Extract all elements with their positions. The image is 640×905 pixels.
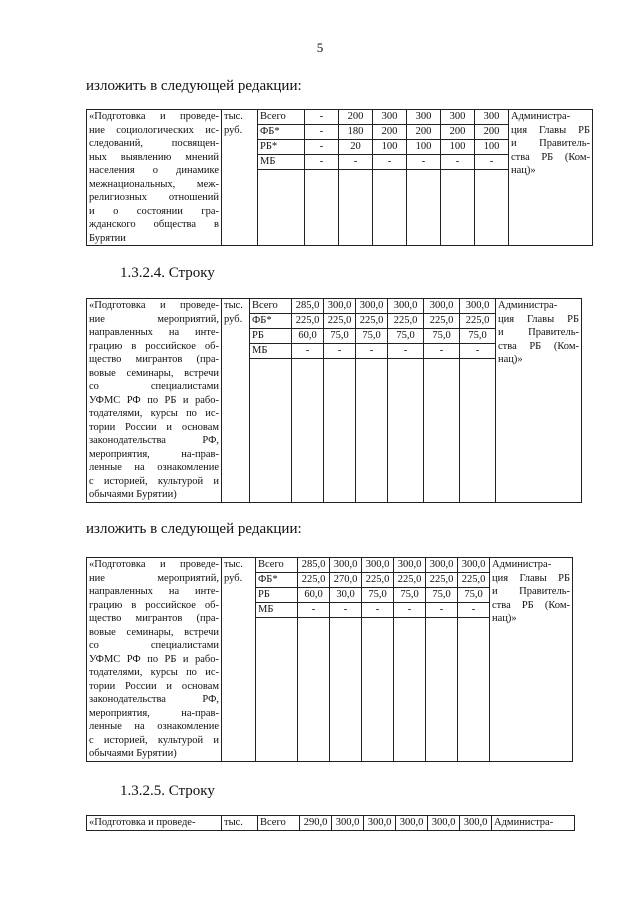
unit-cell — [222, 110, 258, 246]
value-cell: 300,0 — [426, 558, 458, 573]
value-cell: 300,0 — [356, 299, 388, 314]
desc-line: вовые семинары, встречи — [89, 626, 219, 638]
value-cell: 75,0 — [324, 329, 356, 344]
desc-line: ние мероприятий, — [89, 313, 219, 325]
amendment-heading-2: изложить в следующей редакции: — [86, 521, 302, 537]
value-cell: - — [305, 110, 339, 125]
program-table-1 — [86, 109, 593, 246]
source-line: и Правитель- — [492, 586, 570, 597]
desc-line: законодательства РФ, — [89, 435, 219, 446]
empty-cell — [324, 359, 356, 503]
value-cell: - — [424, 344, 460, 359]
value-cell: 75,0 — [426, 588, 458, 603]
value-cell: - — [324, 344, 356, 359]
value-cell: 300,0 — [396, 816, 428, 831]
desc-line: жданского общества в — [89, 219, 219, 230]
desc-line: с историей, культурой и — [89, 734, 219, 746]
empty-cell — [394, 618, 426, 762]
table-row — [87, 816, 575, 831]
value-cell: 225,0 — [356, 314, 388, 329]
empty-cell — [258, 170, 305, 246]
table-row — [87, 558, 573, 573]
desc-line: тодателями, курсы по ис- — [89, 667, 219, 678]
source-line: и Правитель- — [498, 327, 579, 338]
desc-line: законодательства РФ, — [89, 694, 219, 705]
value-cell: 300,0 — [424, 299, 460, 314]
desc-line: обычаями Бурятии) — [89, 748, 177, 759]
value-cell: 225,0 — [460, 314, 496, 329]
value-cell: 300,0 — [460, 816, 492, 831]
value-cell: - — [292, 344, 324, 359]
value-cell: 285,0 — [292, 299, 324, 314]
empty-cell — [424, 359, 460, 503]
value-cell: - — [407, 155, 441, 170]
source-line: ция Главы РБ — [498, 313, 579, 325]
desc-line: со специалистами — [89, 640, 219, 651]
funding-source-label: ФБ* — [256, 573, 298, 588]
empty-cell — [388, 359, 424, 503]
value-cell: 225,0 — [426, 573, 458, 588]
empty-cell — [458, 618, 490, 762]
page-number: 5 — [316, 40, 324, 55]
empty-cell — [441, 170, 475, 246]
empty-cell — [460, 359, 496, 503]
program-table-4 — [86, 815, 575, 831]
empty-cell — [292, 359, 324, 503]
value-cell: - — [298, 603, 330, 618]
source-line: ства РБ (Ком- — [498, 340, 579, 352]
value-cell: - — [475, 155, 509, 170]
value-cell: 300,0 — [394, 558, 426, 573]
value-cell: 300,0 — [458, 558, 490, 573]
desc-line: грацию в российское об- — [89, 340, 219, 352]
empty-cell — [305, 170, 339, 246]
funding-source-label: МБ — [258, 155, 305, 170]
value-cell: 225,0 — [362, 573, 394, 588]
desc-line: направленных на инте- — [89, 327, 219, 338]
desc-line: тории России и основам — [89, 421, 219, 433]
desc-line: «Подготовка и проведе- — [89, 817, 196, 828]
source-line: ства РБ (Ком- — [492, 599, 570, 611]
desc-line: «Подготовка и проведе- — [89, 111, 219, 122]
value-cell: 100 — [441, 140, 475, 155]
value-cell: 225,0 — [324, 314, 356, 329]
desc-line: УФМС РФ по РБ и рабо- — [89, 653, 219, 665]
value-cell: 270,0 — [330, 573, 362, 588]
value-cell: - — [458, 603, 490, 618]
value-cell: 225,0 — [458, 573, 490, 588]
unit-line: тыс. — [224, 559, 243, 570]
desc-line: следований, посвящен- — [89, 138, 219, 149]
value-cell: - — [460, 344, 496, 359]
desc-line: вовые семинары, встречи — [89, 367, 219, 379]
empty-cell — [330, 618, 362, 762]
funding-source-label: РБ — [256, 588, 298, 603]
value-cell: 225,0 — [394, 573, 426, 588]
value-cell: 225,0 — [292, 314, 324, 329]
value-cell: - — [305, 140, 339, 155]
value-cell: 200 — [373, 125, 407, 140]
value-cell: - — [330, 603, 362, 618]
source-line: нац)» — [511, 165, 536, 176]
value-cell: - — [388, 344, 424, 359]
value-cell: - — [305, 125, 339, 140]
empty-cell — [475, 170, 509, 246]
source-line: Администра- — [494, 817, 554, 828]
empty-cell — [407, 170, 441, 246]
responsible-executor — [490, 558, 573, 762]
value-cell: 300,0 — [332, 816, 364, 831]
desc-line: межнациональных, меж- — [89, 178, 219, 190]
event-description — [87, 299, 222, 503]
unit-cell — [222, 558, 256, 762]
amendment-heading-1: изложить в следующей редакции: — [86, 78, 302, 94]
empty-cell — [426, 618, 458, 762]
source-line: Администра- — [498, 300, 558, 311]
value-cell: - — [394, 603, 426, 618]
value-cell: 75,0 — [388, 329, 424, 344]
unit-line: руб. — [224, 313, 243, 325]
unit-cell — [222, 816, 258, 831]
value-cell: - — [441, 155, 475, 170]
empty-cell — [339, 170, 373, 246]
unit-line: тыс. — [224, 300, 243, 311]
unit-line: тыс. — [224, 817, 243, 828]
value-cell: 75,0 — [394, 588, 426, 603]
funding-source-label: МБ — [250, 344, 292, 359]
funding-source-label: ФБ* — [258, 125, 305, 140]
value-cell: 200 — [407, 125, 441, 140]
desc-line: населения о динамике — [89, 165, 219, 176]
value-cell: 300,0 — [324, 299, 356, 314]
value-cell: 225,0 — [298, 573, 330, 588]
responsible-executor — [509, 110, 593, 246]
desc-line: ленные на ознакомление — [89, 721, 219, 732]
source-line: нац)» — [492, 613, 517, 624]
value-cell: 100 — [407, 140, 441, 155]
value-cell: - — [305, 155, 339, 170]
value-cell: 300 — [475, 110, 509, 125]
desc-line: «Подготовка и проведе- — [89, 300, 219, 311]
value-cell: 200 — [475, 125, 509, 140]
desc-line: ленные на ознакомление — [89, 462, 219, 473]
value-cell: 300 — [373, 110, 407, 125]
desc-line: с историей, культурой и — [89, 475, 219, 487]
value-cell: - — [426, 603, 458, 618]
desc-line: ных выявлению мнений — [89, 151, 219, 163]
empty-cell — [250, 359, 292, 503]
funding-source-label: РБ* — [258, 140, 305, 155]
source-line: Администра- — [511, 111, 571, 122]
value-cell: - — [339, 155, 373, 170]
event-description — [87, 558, 222, 762]
funding-source-label: МБ — [256, 603, 298, 618]
funding-source-label: ФБ* — [250, 314, 292, 329]
desc-line: и о состоянии гра- — [89, 205, 219, 217]
value-cell: 75,0 — [424, 329, 460, 344]
funding-source-label: Всего — [256, 558, 298, 573]
empty-cell — [298, 618, 330, 762]
value-cell: 285,0 — [298, 558, 330, 573]
value-cell: 290,0 — [300, 816, 332, 831]
value-cell: 60,0 — [298, 588, 330, 603]
unit-line: руб. — [224, 124, 243, 136]
value-cell: 30,0 — [330, 588, 362, 603]
event-description — [87, 816, 222, 831]
value-cell: 300,0 — [460, 299, 496, 314]
value-cell: 100 — [475, 140, 509, 155]
value-cell: 300,0 — [388, 299, 424, 314]
desc-line: со специалистами — [89, 381, 219, 392]
value-cell: - — [373, 155, 407, 170]
funding-source-label: Всего — [250, 299, 292, 314]
source-line: ция Главы РБ — [511, 124, 590, 136]
value-cell: 75,0 — [460, 329, 496, 344]
value-cell: 60,0 — [292, 329, 324, 344]
desc-line: тории России и основам — [89, 680, 219, 692]
value-cell: 75,0 — [362, 588, 394, 603]
event-description — [87, 110, 222, 246]
value-cell: 300,0 — [428, 816, 460, 831]
desc-line: тодателями, курсы по ис- — [89, 408, 219, 419]
section-heading-1324: 1.3.2.4. Строку — [120, 265, 215, 281]
value-cell: 200 — [441, 125, 475, 140]
value-cell: 300,0 — [364, 816, 396, 831]
value-cell: 200 — [339, 110, 373, 125]
unit-line: руб. — [224, 572, 243, 584]
source-line: нац)» — [498, 354, 523, 365]
funding-source-label: Всего — [258, 110, 305, 125]
desc-line: направленных на инте- — [89, 586, 219, 597]
unit-line: тыс. — [224, 111, 243, 122]
value-cell: 20 — [339, 140, 373, 155]
table-row — [87, 299, 582, 314]
value-cell: 225,0 — [388, 314, 424, 329]
desc-line: религиозных отношений — [89, 192, 219, 203]
funding-source-label: Всего — [258, 816, 300, 831]
desc-line: ние мероприятий, — [89, 572, 219, 584]
value-cell: 300,0 — [362, 558, 394, 573]
value-cell: 180 — [339, 125, 373, 140]
empty-cell — [356, 359, 388, 503]
desc-line: «Подготовка и проведе- — [89, 559, 219, 570]
source-line: ства РБ (Ком- — [511, 151, 590, 163]
value-cell: - — [362, 603, 394, 618]
value-cell: 100 — [373, 140, 407, 155]
desc-line: мероприятия, на-прав- — [89, 707, 219, 719]
desc-line: Бурятии — [89, 232, 126, 244]
empty-cell — [362, 618, 394, 762]
program-table-2 — [86, 298, 582, 503]
unit-cell — [222, 299, 250, 503]
value-cell: 75,0 — [458, 588, 490, 603]
desc-line: щество мигрантов (пра- — [89, 354, 219, 365]
funding-source-label: РБ — [250, 329, 292, 344]
value-cell: 75,0 — [356, 329, 388, 344]
desc-line: щество мигрантов (пра- — [89, 613, 219, 624]
responsible-executor — [496, 299, 582, 503]
desc-line: обычаями Бурятии) — [89, 489, 177, 500]
responsible-executor — [492, 816, 575, 831]
desc-line: УФМС РФ по РБ и рабо- — [89, 394, 219, 406]
section-heading-1325: 1.3.2.5. Строку — [120, 783, 215, 799]
value-cell: - — [356, 344, 388, 359]
program-table-3 — [86, 557, 573, 762]
empty-cell — [373, 170, 407, 246]
source-line: и Правитель- — [511, 138, 590, 149]
desc-line: мероприятия, на-прав- — [89, 448, 219, 460]
value-cell: 225,0 — [424, 314, 460, 329]
table-row — [87, 110, 593, 125]
empty-cell — [256, 618, 298, 762]
desc-line: грацию в российское об- — [89, 599, 219, 611]
desc-line: ние социологических ис- — [89, 124, 219, 136]
source-line: ция Главы РБ — [492, 572, 570, 584]
value-cell: 300 — [407, 110, 441, 125]
source-line: Администра- — [492, 559, 552, 570]
value-cell: 300,0 — [330, 558, 362, 573]
value-cell: 300 — [441, 110, 475, 125]
